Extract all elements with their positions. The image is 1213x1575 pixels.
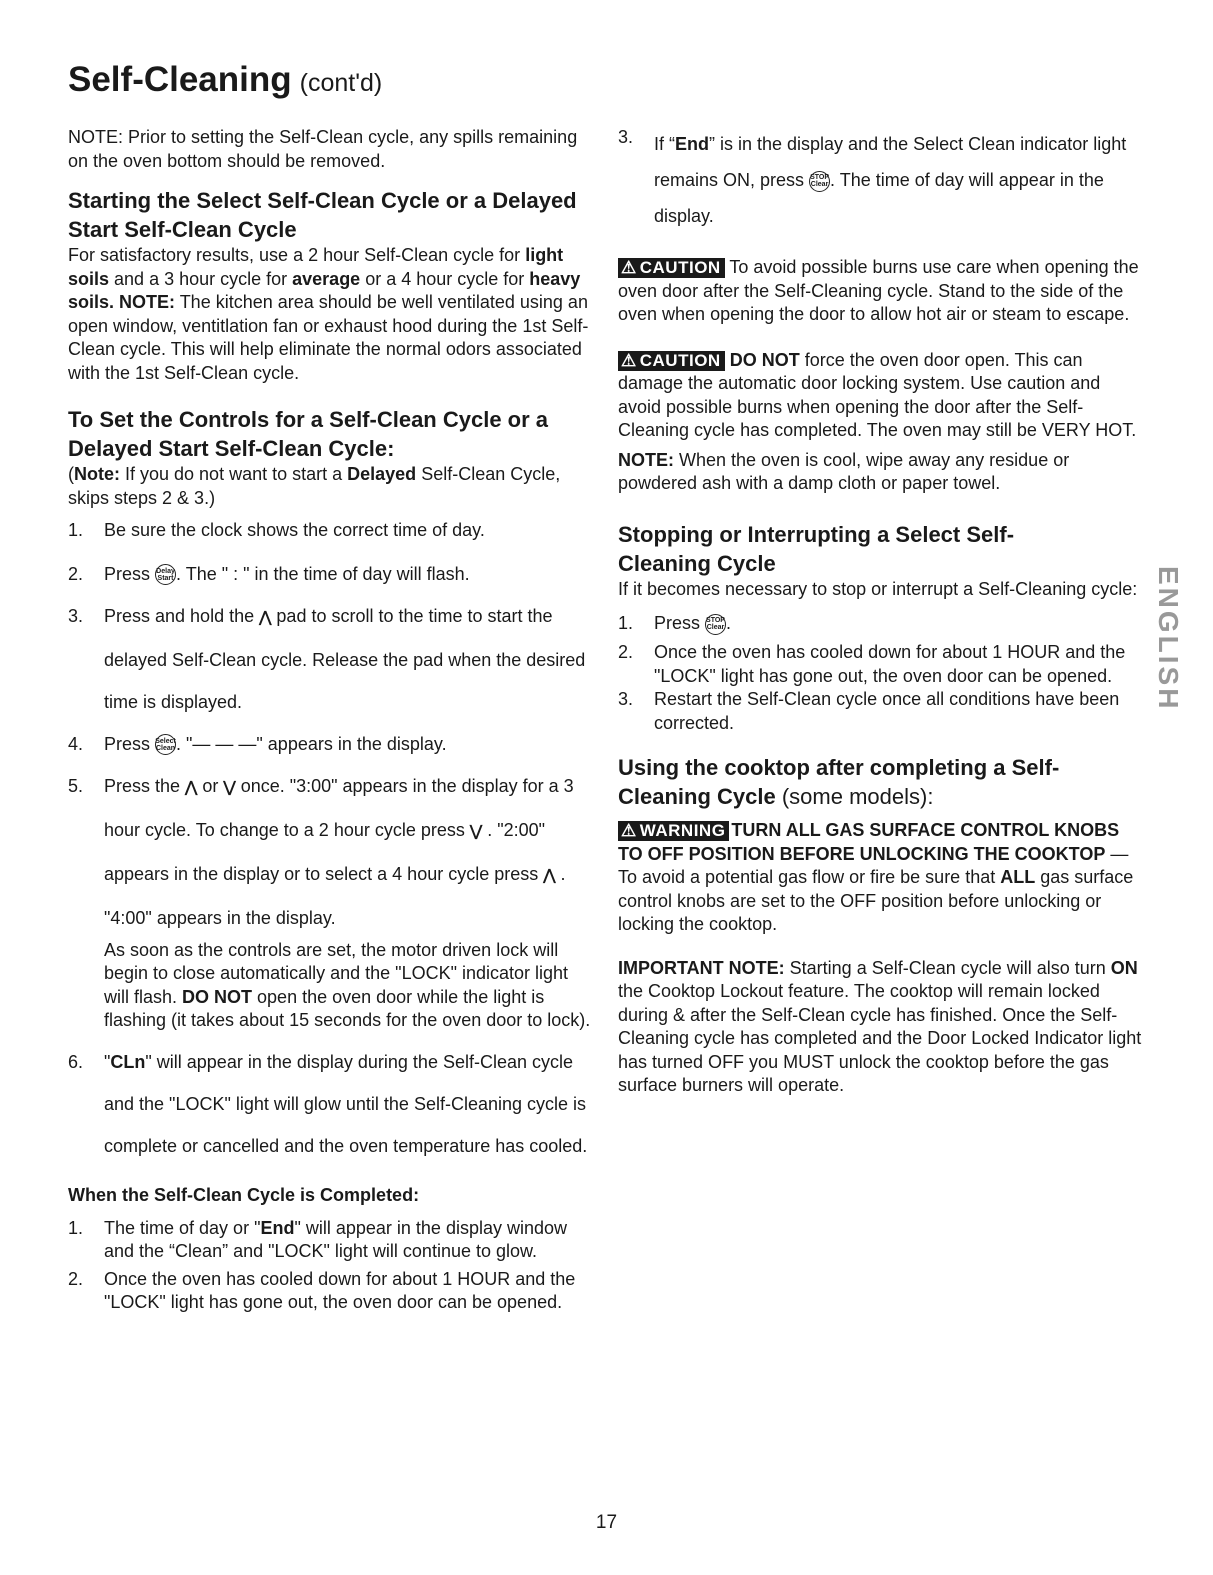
stop-step-2: 2. Once the oven has cooled down for about 1 HOUR and the "LOCK" light has gone out, the oven door can be opened. bbox=[618, 642, 1126, 686]
up-arrow-icon: ⋀ bbox=[185, 778, 198, 796]
left-column bbox=[68, 126, 596, 1315]
prior-note: NOTE: Prior to setting the Self-Clean cycle, any spills remaining on the oven bottom should be removed. bbox=[68, 127, 578, 171]
title-main: Self-Cleaning bbox=[68, 60, 292, 99]
heading-stopping: Stopping or Interrupting a Select Self-Cleaning Cycle bbox=[618, 521, 1015, 576]
completed-step-1: 1. The time of day or "End" will appear in the display window and the “Clean” and "LOCK" light will continue to glow. bbox=[68, 1217, 567, 1261]
cool-oven-note: NOTE: When the oven is cool, wipe away any residue or powdered ash with a damp cloth or paper towel. bbox=[618, 449, 1070, 493]
satisfactory-paragraph: For satisfactory results, use a 2 hour Self-Clean cycle for light soils and a 3 hour cycle for average or a 4 hour cycle for heavy soils. NOTE: The kitchen area should be well ventilated using an open window, ventitlation fan or exhaust hood during the 1st Self-Clean cycle. This will help eliminate the normal odors associated with the 1st Self-Clean cycle. bbox=[68, 245, 589, 383]
stop-step-3: 3. Restart the Self-Clean cycle once all conditions have been corrected. bbox=[618, 689, 1120, 733]
heading-set-controls: To Set the Controls for a Self-Clean Cycle or a Delayed Start Self-Clean Cycle: bbox=[68, 407, 549, 461]
down-arrow-icon: ⋁ bbox=[223, 778, 236, 796]
side-language-tab: ENGLISH bbox=[1153, 566, 1184, 712]
page-title bbox=[68, 60, 382, 100]
stop-clear-pad-icon: STOP Clear bbox=[809, 171, 830, 192]
important-note: IMPORTANT NOTE: Starting a Self-Clean cycle will also turn ON the Cooktop Lockout feature. The cooktop will remain locked during & after the Self-Clean cycle has finished. Once the Self-Cleaning cycle has completed and the Door Locked Indicator light has turned OFF you MUST unlock the cooktop before the gas surface burners will operate. bbox=[618, 957, 1142, 1095]
title-sub: (cont'd) bbox=[299, 69, 383, 97]
page-number: 17 bbox=[595, 1512, 618, 1533]
warning-badge: ⚠ WARNING bbox=[618, 821, 729, 841]
step-5: 5. Press the ⋀ or ⋁ once. "3:00" appears in the display for a 3 hour cycle. To change to a 2 hour cycle press ⋁ . "2:00" appears in the display or to select a 4 hour cycle press ⋀ . "4:00" appears in the display. As soon as the controls are set, the motor driven lock will begin to close automatically and the "LOCK" indicator light will flash. DO NOT open the oven door while the light is flashing (it takes about 15 seconds for the oven door to lock). bbox=[68, 765, 596, 1041]
step-3-end: 3. If “End” is in the display and the Select Clean indicator light remains ON, press STOP Clear. The time of day will appear in the display. bbox=[618, 127, 1127, 226]
step-5-text: Press the ⋀ or ⋁ once. "3:00" appears in the display for a 3 hour cycle. To change to a 2 hour cycle press ⋁ . "2:00" appears in the display or to select a 4 hour cycle press ⋀ . "4:00" appears in the display. bbox=[104, 765, 596, 939]
warning-triangle-icon: ⚠ bbox=[621, 258, 637, 277]
motor-lock-paragraph: As soon as the controls are set, the motor driven lock will begin to close automatically and the "LOCK" indicator light will flash. DO NOT open the oven door while the light is flashing (it takes about 15 seconds for the oven door to lock). bbox=[104, 939, 591, 1030]
stopping-intro: If it becomes necessary to stop or interrupt a Self-Cleaning cycle: bbox=[618, 578, 1138, 599]
caution-force: ⚠ CAUTION DO NOT force the oven door open. This can damage the automatic door locking system. Use caution and avoid possible burns when opening the door after the Self-Cleaning cycle has completed. The oven may still be VERY HOT. bbox=[618, 349, 1137, 440]
delay-start-pad-icon: Delay Start bbox=[155, 564, 176, 585]
select-clean-pad-icon: Select Clean bbox=[155, 734, 176, 755]
stop-step-1: 1. Press STOP Clear. bbox=[618, 613, 732, 633]
heading-starting: Starting the Select Self-Clean Cycle or a Delayed Start Self-Clean Cycle bbox=[68, 188, 577, 242]
heading-cooktop: Using the cooktop after completing a Self-Cleaning Cycle (some models): bbox=[618, 755, 1060, 809]
stop-clear-pad-icon: STOP Clear bbox=[705, 614, 726, 635]
warning-triangle-icon: ⚠ bbox=[621, 821, 637, 840]
caution-badge: ⚠ CAUTION bbox=[618, 258, 725, 278]
down-arrow-icon: ⋁ bbox=[469, 822, 483, 840]
step-1: 1. Be sure the clock shows the correct time of day. bbox=[68, 520, 485, 540]
caution-badge: ⚠ CAUTION bbox=[618, 351, 725, 371]
heading-completed: When the Self-Clean Cycle is Completed: bbox=[68, 1184, 420, 1205]
caution-burns: ⚠ CAUTION To avoid possible burns use care when opening the oven door after the Self-Cleaning cycle. Stand to the side of the oven when opening the door to allow hot air or steam to escape. bbox=[618, 257, 1139, 324]
warning-paragraph: ⚠ WARNING TURN ALL GAS SURFACE CONTROL KNOBS TO OFF POSITION BEFORE UNLOCKING THE COOKTOP — To avoid a potential gas flow or fire be sure that ALL gas surface control knobs are set to the OFF position before unlocking or locking the cooktop. bbox=[618, 820, 1134, 934]
up-arrow-icon: ⋀ bbox=[259, 608, 272, 626]
skip-steps-note: (Note: If you do not want to start a Delayed Self-Clean Cycle, skips steps 2 & 3.) bbox=[68, 464, 561, 508]
step-6: 6. "CLn" will appear in the display during the Self-Clean cycle and the "LOCK" light will glow until the Self-Cleaning cycle is complete or cancelled and the oven temperature has cooled. bbox=[68, 1051, 588, 1156]
step-4: 4. Press Select Clean. "— — —" appears in the display. bbox=[68, 733, 447, 754]
right-column bbox=[618, 126, 1148, 1098]
step-3: 3. Press and hold the ⋀ pad to scroll to the time to start the delayed Self-Clean cycle. Release the pad when the desired time is displayed. bbox=[68, 595, 596, 723]
warning-triangle-icon: ⚠ bbox=[621, 350, 637, 370]
step-2: 2. Press Delay Start . The " : " in the time of day will flash. bbox=[68, 563, 470, 584]
up-arrow-icon: ⋀ bbox=[543, 866, 556, 884]
completed-step-2: 2. Once the oven has cooled down for about 1 HOUR and the "LOCK" light has gone out, the oven door can be opened. bbox=[68, 1268, 576, 1312]
